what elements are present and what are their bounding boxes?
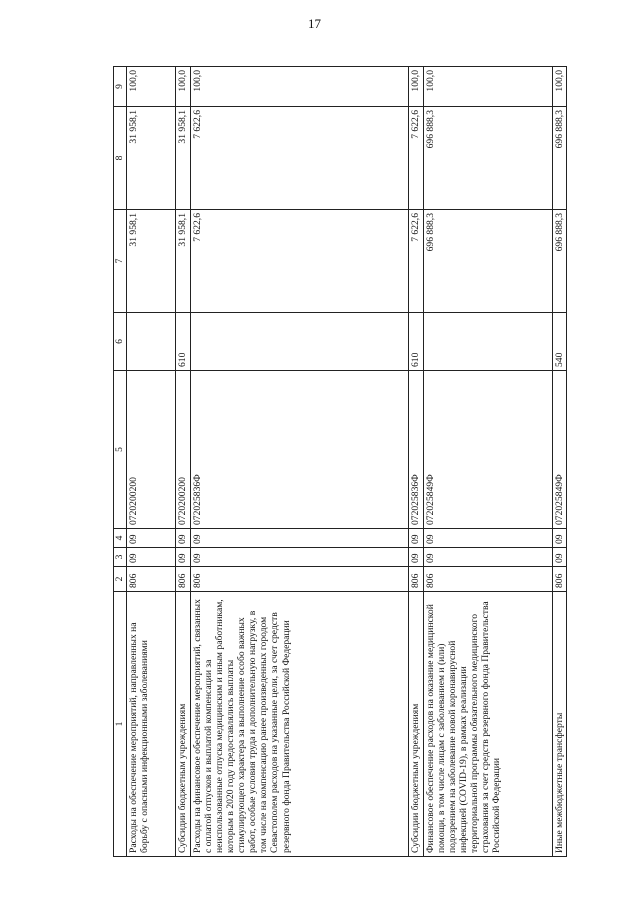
row-description: Субсидии бюджетным учреждениям: [176, 592, 190, 857]
column-header: 6: [114, 313, 127, 371]
table-row: [176, 67, 190, 857]
table-row: [127, 67, 176, 857]
row-planned-amount: 7 622,6: [409, 210, 423, 313]
row-target-code: 072025849Ф: [423, 371, 552, 529]
row-expense-type: 610: [409, 313, 423, 371]
row-ministry-code: 806: [127, 567, 176, 592]
row-description: Расходы на обеспечение мероприятий, направленных на борьбу с опасными инфекционными заболеваниями: [127, 592, 176, 857]
column-header: 1: [114, 592, 127, 857]
row-percent: 100,0: [190, 67, 409, 107]
row-percent: 100,0: [423, 67, 552, 107]
row-executed-amount: 696 888,3: [423, 107, 552, 210]
row-executed-amount: 31 958,1: [176, 107, 190, 210]
row-section-code: 09: [176, 548, 190, 567]
column-header: 3: [114, 548, 127, 567]
row-expense-type: [127, 313, 176, 371]
row-description: Субсидии бюджетным учреждениям: [409, 592, 423, 857]
row-expense-type: [423, 313, 552, 371]
row-target-code: 0720200200: [176, 371, 190, 529]
row-target-code: 072025849Ф: [552, 371, 566, 529]
row-expense-type: 540: [552, 313, 566, 371]
row-planned-amount: 7 622,6: [190, 210, 409, 313]
row-percent: 100,0: [409, 67, 423, 107]
row-section-code: 09: [127, 548, 176, 567]
row-ministry-code: 806: [423, 567, 552, 592]
row-ministry-code: 806: [409, 567, 423, 592]
row-planned-amount: 696 888,3: [423, 210, 552, 313]
row-section-code: 09: [409, 548, 423, 567]
row-planned-amount: 31 958,1: [176, 210, 190, 313]
row-ministry-code: 806: [190, 567, 409, 592]
row-planned-amount: 31 958,1: [127, 210, 176, 313]
page-number: 17: [308, 16, 321, 31]
row-target-code: 072025836Ф: [190, 371, 409, 529]
row-description: Расходы на финансовое обеспечение мероприятий, связанных с оплатой отпусков и выплатой компенсации за неиспользованные отпуска медицинским и иным работникам, которым в 2020 году предоставлялись выплаты стимулирующего характера за выполнение особо важных работ, особые условия труда и дополнительную нагрузку, в том числе на компенсацию ранее произведенных городом Севастополем расходов на указанные цели, за счет средств резервного фонда Правительства Российской Федерации: [190, 592, 409, 857]
row-executed-amount: 696 888,3: [552, 107, 566, 210]
row-description: Финансовое обеспечение расходов на оказание медицинской помощи, в том числе лицам с заболеванием и (или) подозрением на заболевание новой коронавирусной инфекцией (COVID-19), в рамках реализации территориальной программы обязательного медицинского страхования за счет средств резервного фонда Правительства Российской Федерации: [423, 592, 552, 857]
column-header: 5: [114, 371, 127, 529]
rotated-table-container: [113, 67, 567, 857]
row-description: Иные межбюджетные трансферты: [552, 592, 566, 857]
column-header: 9: [114, 67, 127, 107]
column-header: 4: [114, 529, 127, 548]
table-row: [423, 67, 552, 857]
column-header: 8: [114, 107, 127, 210]
row-executed-amount: 7 622,6: [409, 107, 423, 210]
table-row: [552, 67, 566, 857]
row-subsection-code: 09: [127, 529, 176, 548]
row-percent: 100,0: [552, 67, 566, 107]
row-percent: 100,0: [127, 67, 176, 107]
row-executed-amount: 31 958,1: [127, 107, 176, 210]
row-subsection-code: 09: [552, 529, 566, 548]
row-subsection-code: 09: [423, 529, 552, 548]
row-section-code: 09: [190, 548, 409, 567]
row-section-code: 09: [552, 548, 566, 567]
row-planned-amount: 696 888,3: [552, 210, 566, 313]
row-percent: 100,0: [176, 67, 190, 107]
row-subsection-code: 09: [409, 529, 423, 548]
column-header: 7: [114, 210, 127, 313]
row-ministry-code: 806: [176, 567, 190, 592]
row-expense-type: [190, 313, 409, 371]
row-target-code: 0720200200: [127, 371, 176, 529]
column-header: 2: [114, 567, 127, 592]
row-subsection-code: 09: [176, 529, 190, 548]
table-row: [409, 67, 423, 857]
row-executed-amount: 7 622,6: [190, 107, 409, 210]
row-section-code: 09: [423, 548, 552, 567]
row-ministry-code: 806: [552, 567, 566, 592]
table-row: [190, 67, 409, 857]
row-target-code: 072025836Ф: [409, 371, 423, 529]
row-expense-type: 610: [176, 313, 190, 371]
table-header-row: [114, 67, 127, 857]
budget-table: [113, 66, 567, 857]
row-subsection-code: 09: [190, 529, 409, 548]
